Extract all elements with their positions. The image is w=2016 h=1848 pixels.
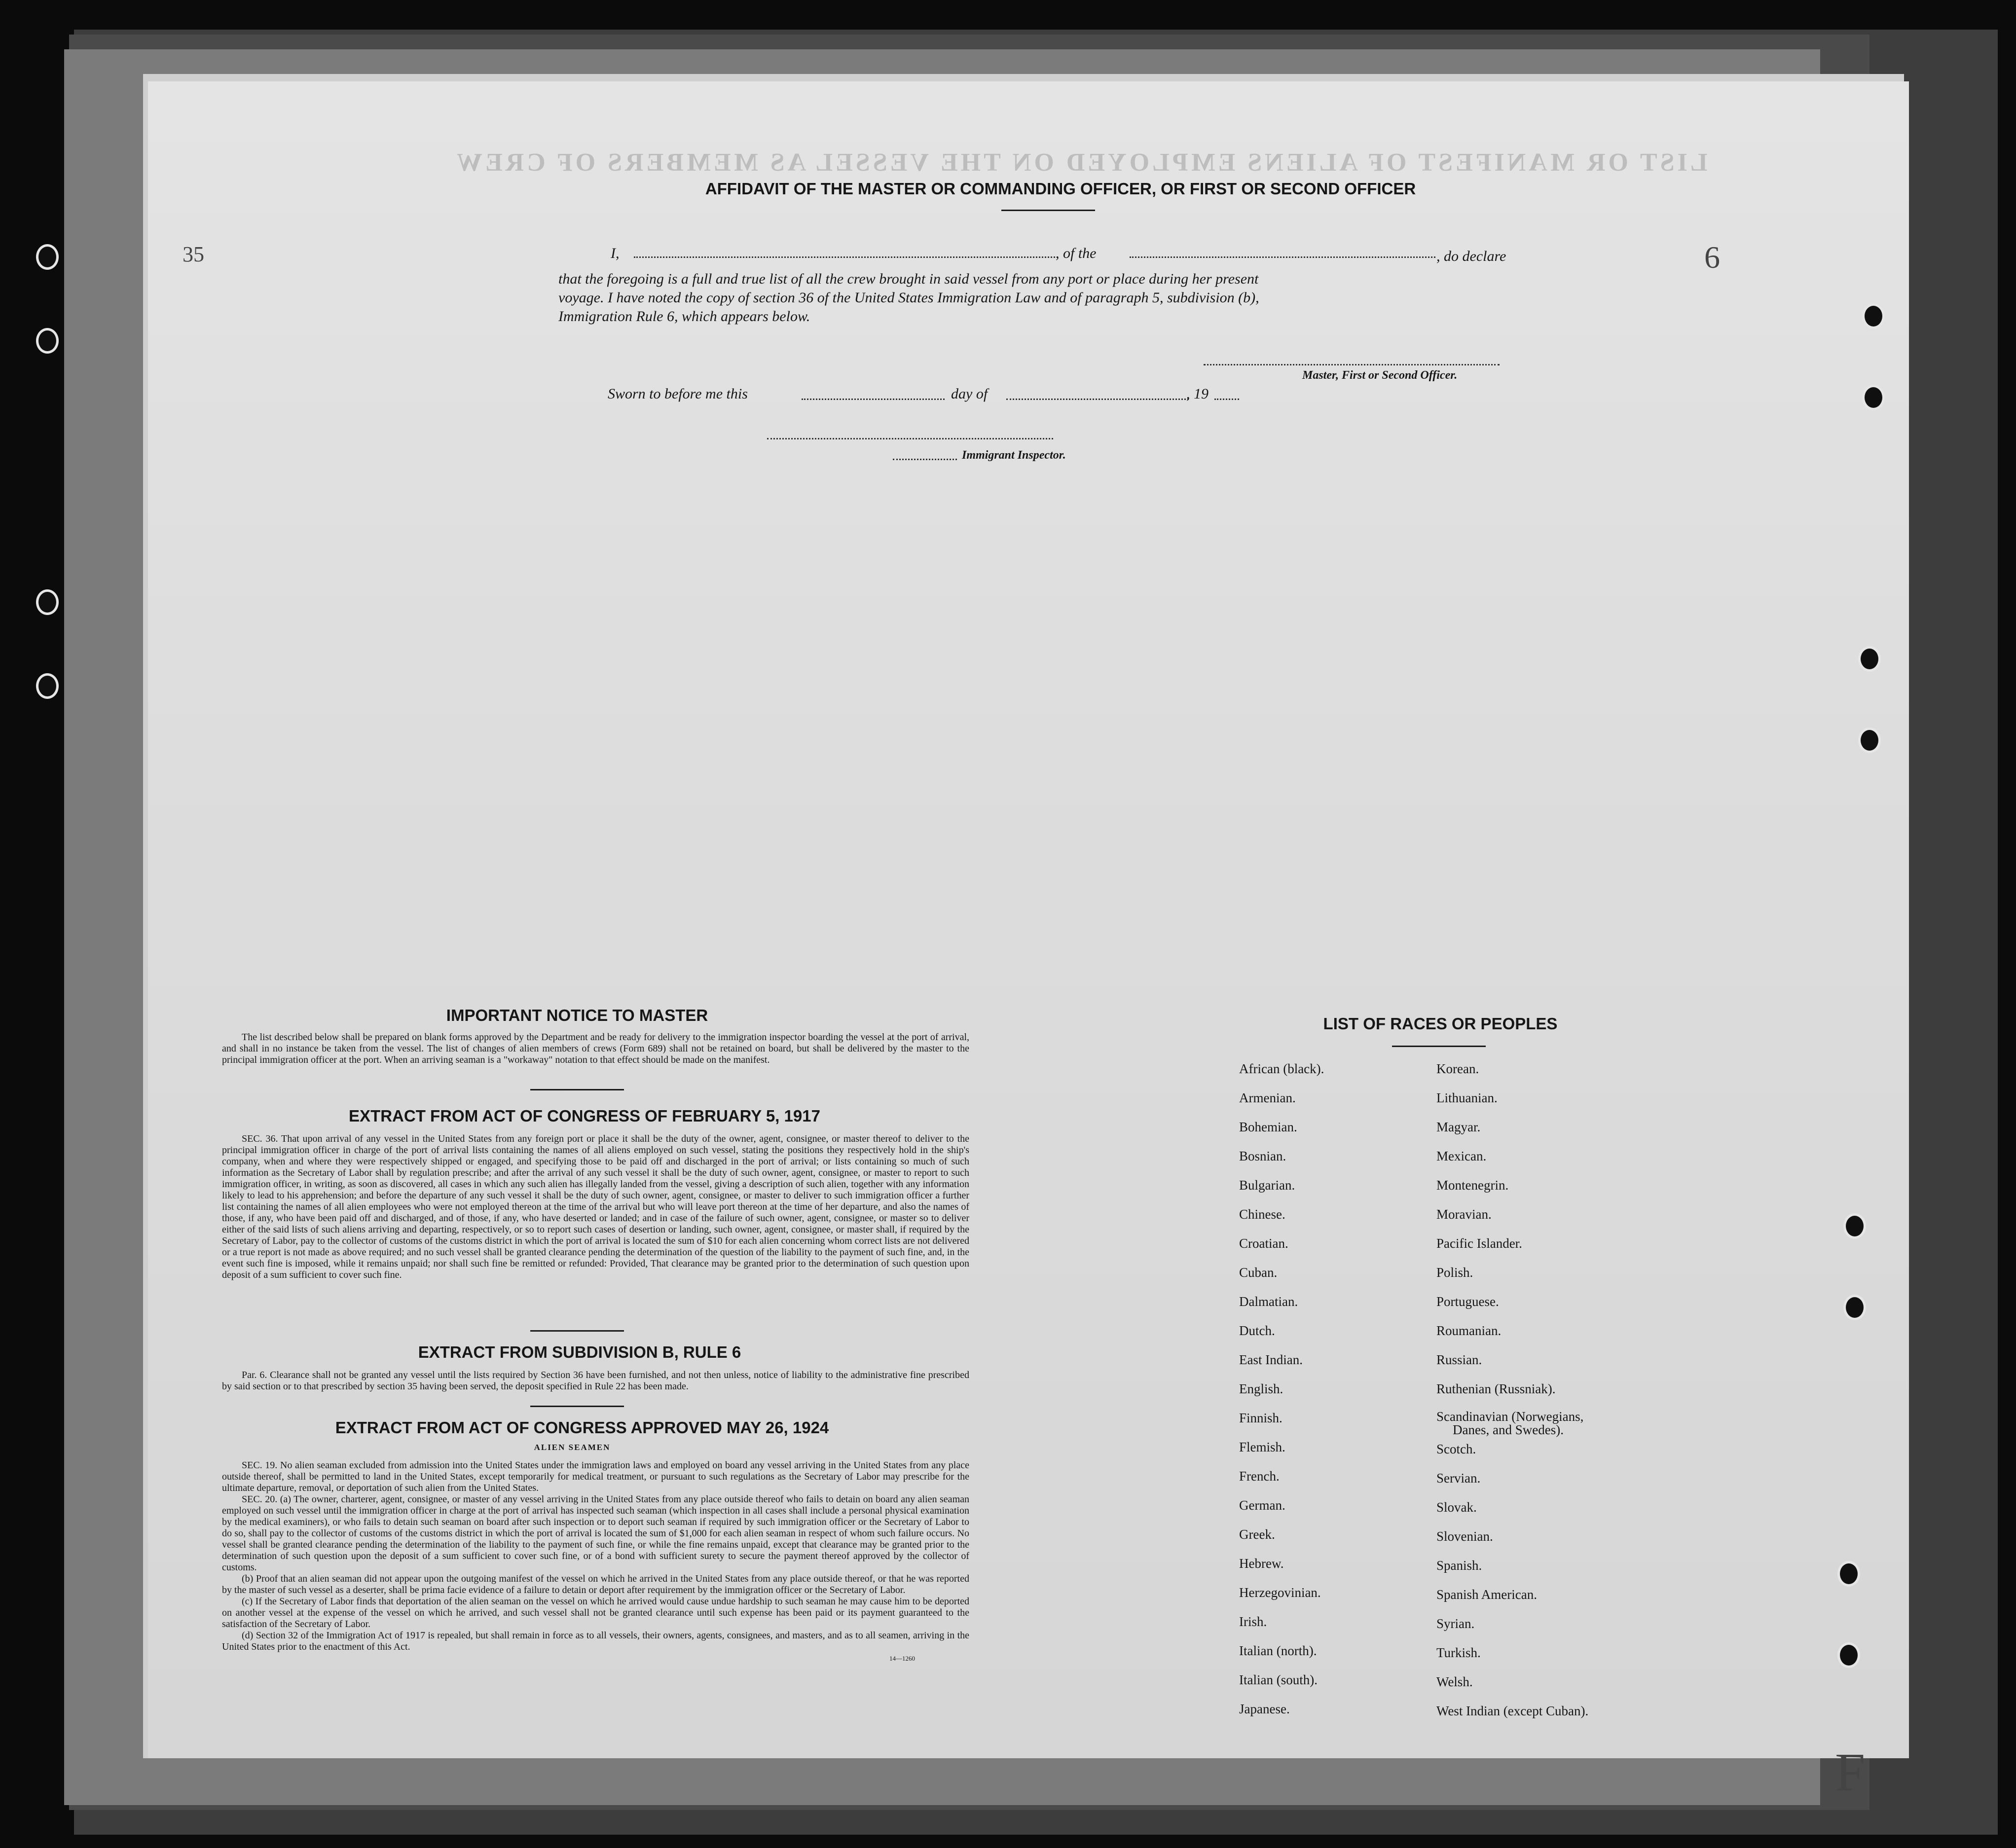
inspector-label: Immigrant Inspector. — [962, 449, 1066, 462]
race-item: Danes, and Swedes). — [1453, 1422, 1564, 1437]
binder-hole-icon — [38, 592, 56, 613]
form-number: 14—1260 — [889, 1655, 915, 1662]
race-item: Irish. — [1239, 1614, 1267, 1629]
binder-hole-icon — [1861, 649, 1878, 669]
race-item: Scotch. — [1436, 1442, 1476, 1456]
margin-mark-bottom: F — [1835, 1742, 1866, 1802]
race-item: Moravian. — [1436, 1207, 1492, 1222]
sworn-month-line — [1006, 399, 1189, 400]
vessel-field-line — [1130, 256, 1435, 258]
race-item: Slovak. — [1436, 1500, 1477, 1515]
race-item: Scandinavian (Norwegians, — [1436, 1409, 1584, 1424]
notice-body: The list described below shall be prepared on blank forms approved by the Department and be ready for delivery to the immigration inspector boarding the vessel at the port of arrival, and shall in no instance be taken from the vessel. The list of changes of alien members of crews (Form 689) shall not be retained on board, but shall be delivered by the master to the principal immigration officer at the port. When an arriving seaman is a "workaway" notation to that effect should be made on the manifest. — [222, 1032, 969, 1065]
races-title: LIST OF RACES OR PEOPLES — [1323, 1015, 1558, 1033]
extract-1917-body: SEC. 36. That upon arrival of any vessel in the United States from any foreign port or place it shall be the duty of the owner, agent, consignee, or master thereof to deliver to the principal immigration officer in charge of the port of arrival lists containing the names of all aliens employed on such vessel, stating the positions they respectively hold in the ship's company, when and where they were respectively shipped or engaged, and specifying those to be paid off and discharged in the port of arrival; or lists containing so much of such information as the Secretary of Labor shall by regulation prescribe; and after the arrival of any such vessel it shall be the duty of such owner, agent, consignee, or master to report to such immigration officer, in writing, as soon as discovered, all cases in which any such alien has illegally landed from the vessel, giving a description of such alien, together with any information likely to lead to his apprehension; and before the departure of any such vessel it shall be the duty of such owner, agent, consignee, or master to deliver to such immigration officer a further list containing the names of all alien employees who were not employed thereon at the time of the arrival but who will leave port thereon at the time of her departure, and also the names of those, if any, who have been paid off and discharged, and of those, if any, who have deserted or landed; and in case of the failure of such owner, agent, consignee, or master so to deliver either of the said lists of such aliens arriving and departing, respectively, or so to report such cases of desertion or landing, such owner, agent, consignee, or master shall, if required by the Secretary of Labor, pay to the collector of customs of the customs district in which the port of arrival is located the sum of $10 for each alien concerning whom correct lists are not delivered or a true report is not made as above required; and no such vessel shall be granted clearance pending the determination of the question of the liability to the payment of such fine, and, in the event such fine is imposed, while it remains unpaid; nor shall such fine be remitted or refunded: Provided, That clearance may be granted prior to the determination of such question upon deposit of a sum sufficient to cover such fine. — [222, 1133, 969, 1280]
race-item: Armenian. — [1239, 1090, 1296, 1105]
year-text: , 19 — [1186, 386, 1209, 402]
race-item: Pacific Islander. — [1436, 1236, 1522, 1251]
race-item: Dutch. — [1239, 1323, 1275, 1338]
race-item: Bohemian. — [1239, 1120, 1297, 1134]
affidavit-i: I, — [611, 245, 620, 261]
race-item: French. — [1239, 1469, 1280, 1484]
race-item: Turkish. — [1436, 1645, 1481, 1660]
race-item: Italian (north). — [1239, 1643, 1317, 1658]
affidavit-line-3: voyage. I have noted the copy of section 36 of the United States Immigration Law and of paragraph 5, subdivision (b), — [558, 290, 1259, 306]
sworn-year-line — [1214, 399, 1239, 400]
race-item: Portuguese. — [1436, 1294, 1499, 1309]
extract-1924-body — [222, 1460, 969, 1664]
race-item: Hebrew. — [1239, 1556, 1284, 1571]
race-item: Japanese. — [1239, 1702, 1290, 1716]
section-rule — [530, 1089, 624, 1090]
race-item: Lithuanian. — [1436, 1090, 1498, 1105]
race-item: African (black). — [1239, 1061, 1324, 1076]
race-item: Dalmatian. — [1239, 1294, 1298, 1309]
race-item: East Indian. — [1239, 1352, 1303, 1367]
race-item: Slovenian. — [1436, 1529, 1493, 1544]
binder-hole-icon — [1840, 1563, 1858, 1584]
race-item: Bosnian. — [1239, 1149, 1286, 1163]
signature-label: Master, First or Second Officer. — [1302, 369, 1458, 382]
sec20c-text: (c) If the Secretary of Labor finds that deportation of the alien seaman on the vessel on which he arrived would cause undue hardship to such seaman he may cause him to be deported on another vessel at the expense of the vessel on which he arrived, and such vessel shall not be granted clearance until such expense has been paid or its payment guaranteed to the satisfaction of the Secretary of Labor. — [222, 1596, 969, 1630]
race-item: Korean. — [1436, 1061, 1479, 1076]
race-item: German. — [1239, 1498, 1285, 1513]
sec19-text: SEC. 19. No alien seaman excluded from admission into the United States under the immigration laws and employed on board any vessel arriving in the United States from any place outside thereof, shall be permitted to land in the United States, except temporarily for medical treatment, or pursuant to such regulations as the Secretary of Labor may prescribe for the ultimate departure, removal, or deportation of such alien from the United States. — [222, 1460, 969, 1493]
binder-hole-icon — [1865, 306, 1882, 326]
race-item: Magyar. — [1436, 1120, 1481, 1134]
affidavit-line-4: Immigration Rule 6, which appears below. — [558, 308, 810, 325]
notice-title: IMPORTANT NOTICE TO MASTER — [446, 1006, 708, 1024]
inspector-short-line — [893, 459, 957, 460]
signature-line — [1204, 364, 1500, 365]
affidavit-declare: , do declare — [1436, 248, 1506, 264]
race-item: Welsh. — [1436, 1674, 1473, 1689]
race-item: Polish. — [1436, 1265, 1473, 1280]
extract-1924-subtitle: ALIEN SEAMEN — [534, 1443, 611, 1452]
race-item: Croatian. — [1239, 1236, 1288, 1251]
affidavit-line-2: that the foregoing is a full and true list of all the crew brought in said vessel from any port or place during her present — [558, 271, 1259, 287]
title-rule — [1001, 210, 1095, 211]
section-rule — [530, 1330, 624, 1332]
races-rule — [1392, 1046, 1486, 1047]
race-item: Mexican. — [1436, 1149, 1487, 1163]
affidavit-title: AFFIDAVIT OF THE MASTER OR COMMANDING OFFICER, OR FIRST OR SECOND OFFICER — [705, 180, 1416, 198]
race-item: Herzegovinian. — [1239, 1585, 1321, 1600]
race-item: West Indian (except Cuban). — [1436, 1703, 1589, 1718]
extract-1917-title: EXTRACT FROM ACT OF CONGRESS OF FEBRUARY 5, 1917 — [349, 1107, 820, 1125]
race-item: Spanish. — [1436, 1558, 1482, 1573]
section-rule — [530, 1406, 624, 1407]
race-item: Italian (south). — [1239, 1672, 1318, 1687]
binder-hole-icon — [38, 247, 56, 267]
day-of-text: day of — [951, 386, 988, 402]
affidavit-of-the: , of the — [1056, 245, 1097, 261]
sworn-day-line — [802, 399, 945, 400]
sworn-text: Sworn to before me this — [608, 386, 748, 402]
margin-mark: 6 — [1704, 240, 1720, 275]
race-item: Chinese. — [1239, 1207, 1285, 1222]
race-item: Flemish. — [1239, 1440, 1285, 1454]
name-field-line — [634, 256, 1058, 258]
race-item: Greek. — [1239, 1527, 1275, 1542]
binder-hole-icon — [1861, 730, 1878, 751]
binder-hole-icon — [1865, 387, 1882, 408]
affidavit-body — [558, 270, 1525, 326]
sec20d-text: (d) Section 32 of the Immigration Act of 1917 is repealed, but shall remain in force as to all vessels, their owners, agents, consignees, and masters, and as to all seamen, arriving in the United States prior to the enactment of this Act. — [222, 1630, 969, 1652]
margin-number: 35 — [183, 242, 204, 266]
extract-1924-title: EXTRACT FROM ACT OF CONGRESS APPROVED MAY 26, 1924 — [335, 1418, 829, 1437]
binder-hole-icon — [1840, 1645, 1858, 1666]
race-item: Roumanian. — [1436, 1323, 1502, 1338]
race-item: Russian. — [1436, 1352, 1482, 1367]
bleed-through-text: LIST OR MANIFEST OF ALIENS EMPLOYED ON THE VESSEL AS MEMBERS OF CREW — [454, 148, 1708, 177]
binder-hole-icon — [1846, 1216, 1864, 1236]
race-item: Finnish. — [1239, 1411, 1283, 1425]
binder-hole-icon — [38, 330, 56, 351]
race-item: Montenegrin. — [1436, 1178, 1509, 1193]
inspector-signature-line — [767, 438, 1053, 439]
sec20b-text: (b) Proof that an alien seaman did not appear upon the outgoing manifest of the vessel on which he arrived in the United States from any place outside thereof, or that he was reported by the master of such vessel as a deserter, shall be prima facie evidence of a failure to detain or deport after requirement by the immigration officer or the Secretary of Labor. — [222, 1573, 969, 1595]
extract-rule6-body: Par. 6. Clearance shall not be granted any vessel until the lists required by Section 36 have been furnished, and not then unless, notice of liability to the administrative fine prescribed by said section or to that prescribed by section 35 having been served, the deposit specified in Rule 22 has been made. — [222, 1370, 969, 1392]
race-item: Spanish American. — [1436, 1587, 1537, 1602]
binder-hole-icon — [38, 676, 56, 696]
binder-hole-icon — [1846, 1297, 1864, 1318]
race-item: Ruthenian (Russniak). — [1436, 1381, 1556, 1396]
sec20a-text: SEC. 20. (a) The owner, charterer, agent, consignee, or master of any vessel arriving in the United States from any place outside thereof who fails to detain on board any alien seaman employed on such vessel until the immigration officer in charge at the port of arrival has inspected such seaman (which inspection in all cases shall include a personal physical examination by the medical examiners), or who fails to detain such seaman on board after such inspection or to deport such seaman if required by such immigration officer or the Secretary of Labor to do so, shall pay to the collector of customs of the customs district in which the port of arrival is located the sum of $1,000 for each alien seaman in respect of whom such failure occurs. No vessel shall be granted clearance pending the determination of the liability to the payment of such fine, or while the fine remains unpaid, except that clearance may be granted prior to the determination of such question upon the deposit of a sum sufficient to cover such fine, or of a bond with sufficient surety to secure the payment thereof approved by the collector of customs. — [222, 1494, 969, 1573]
race-item: Bulgarian. — [1239, 1178, 1295, 1193]
race-item: Syrian. — [1436, 1616, 1475, 1631]
race-item: English. — [1239, 1381, 1283, 1396]
extract-rule6-title: EXTRACT FROM SUBDIVISION B, RULE 6 — [418, 1343, 741, 1361]
race-item: Servian. — [1436, 1471, 1481, 1486]
race-item: Cuban. — [1239, 1265, 1278, 1280]
